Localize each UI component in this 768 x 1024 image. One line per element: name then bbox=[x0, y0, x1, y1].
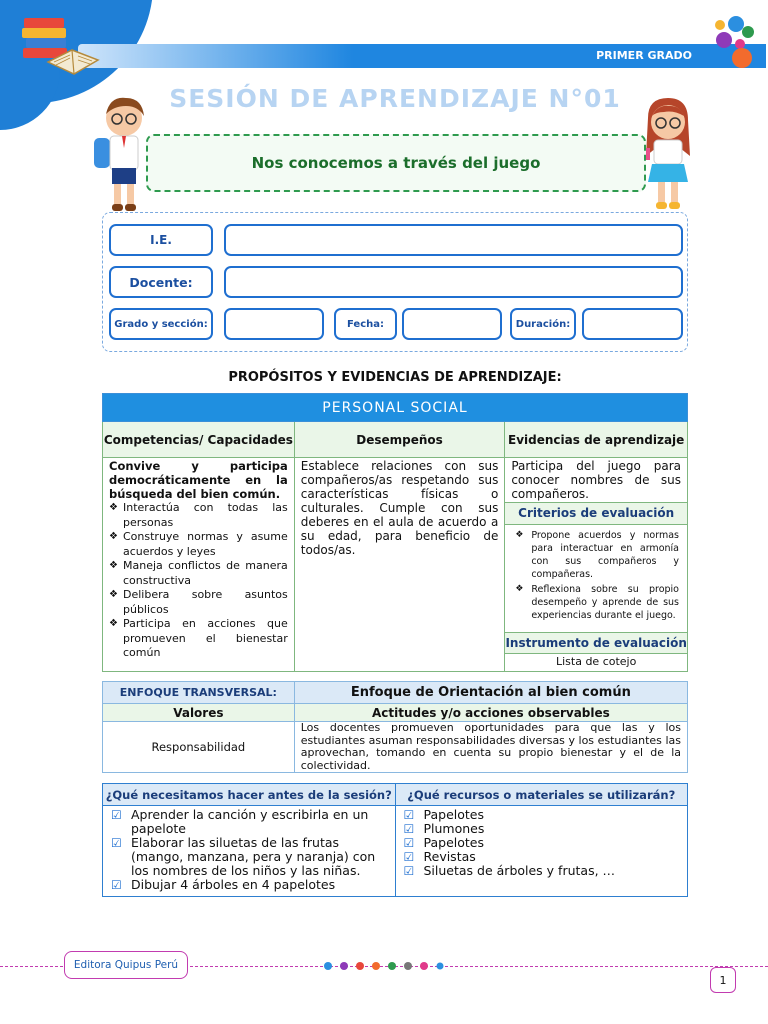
fecha-label: Fecha: bbox=[334, 308, 397, 340]
list-item: ☑ Papelotes bbox=[402, 836, 682, 850]
list-item: ☑ Plumones bbox=[402, 822, 682, 836]
boy-illustration bbox=[92, 92, 152, 214]
materials-cell bbox=[395, 806, 688, 897]
section-heading: PROPÓSITOS Y EVIDENCIAS DE APRENDIZAJE: bbox=[228, 370, 562, 385]
capacidades-list bbox=[103, 501, 294, 661]
list-item: ❖ Propone acuerdos y normas para interactuar en armonía con sus compañeros y compañeras. bbox=[513, 529, 679, 581]
books-icon bbox=[18, 10, 100, 82]
competencia-title: Convive y participa democráticamente en la búsqueda del bien común. bbox=[109, 459, 288, 501]
actitudes-header: Actitudes y/o acciones observables bbox=[294, 704, 687, 722]
list-item: ☑ Dibujar 4 árboles en 4 papelotes bbox=[109, 878, 389, 892]
evidencia-cell bbox=[505, 458, 688, 503]
ie-label: I.E. bbox=[109, 224, 213, 256]
criterios-cell bbox=[505, 524, 688, 632]
criterios-list bbox=[505, 525, 687, 628]
question-before: ¿Qué necesitamos hacer antes de la sesión? bbox=[103, 784, 396, 806]
docente-label: Docente: bbox=[109, 266, 213, 298]
area-header: PERSONAL SOCIAL bbox=[103, 394, 688, 422]
decorative-beads-icon bbox=[322, 958, 444, 974]
desempeno-text: Establece relaciones con sus compañeros/as respetando sus características físicas o culturales. Cumple con sus deberes en el aula de acuerdo a su edad, para beneficio de todos/as. bbox=[300, 459, 499, 557]
list-item: ☑ Revistas bbox=[402, 850, 682, 864]
grado-field[interactable] bbox=[224, 308, 324, 340]
list-item: ❖ Interactúa con todas las personas bbox=[109, 501, 288, 530]
criterios-header: Criterios de evaluación bbox=[505, 503, 688, 525]
list-item: ❖ Participa en acciones que promueven el bienestar común bbox=[109, 617, 288, 661]
list-item: ☑ Papelotes bbox=[402, 808, 682, 822]
competencias-cell bbox=[103, 458, 295, 672]
page-title: SESIÓN DE APRENDIZAJE N°01 bbox=[169, 84, 621, 113]
duracion-label: Duración: bbox=[510, 308, 576, 340]
ie-field[interactable] bbox=[224, 224, 683, 256]
header-evidencias: Evidencias de aprendizaje bbox=[505, 422, 688, 458]
instrumento-value: Lista de cotejo bbox=[505, 654, 688, 672]
list-item: ☑ Aprender la canción y escribirla en un papelote bbox=[109, 808, 389, 836]
fecha-field[interactable] bbox=[402, 308, 502, 340]
grade-label: PRIMER GRADO bbox=[596, 49, 692, 62]
enfoque-label: ENFOQUE TRANSVERSAL: bbox=[103, 682, 295, 704]
colored-dots-icon bbox=[710, 14, 756, 70]
enfoque-value: Enfoque de Orientación al bien común bbox=[294, 682, 687, 704]
docente-field[interactable] bbox=[224, 266, 683, 298]
list-item: ☑ Siluetas de árboles y frutas, … bbox=[402, 864, 682, 878]
grado-label: Grado y sección: bbox=[109, 308, 213, 340]
header-desempenos: Desempeños bbox=[294, 422, 505, 458]
session-subtitle: Nos conocemos a través del juego bbox=[251, 154, 541, 172]
actitud-cell: Los docentes promueven oportunidades para que las y los estudiantes asuman responsabilidades diversas y los estudiantes las aprovechan, tomando en cuenta su propio bienestar y el de la colectividad. bbox=[294, 722, 687, 773]
list-item: ❖ Reflexiona sobre su propio desempeño y aprende de sus experiencias durante el juego. bbox=[513, 583, 679, 622]
before-list bbox=[103, 806, 395, 896]
preparation-table bbox=[102, 783, 688, 897]
valor-cell: Responsabilidad bbox=[103, 722, 295, 773]
evidencia-text: Participa del juego para conocer nombres de sus compañeros. bbox=[511, 459, 681, 501]
list-item: ❖ Delibera sobre asuntos públicos bbox=[109, 588, 288, 617]
instrumento-header: Instrumento de evaluación bbox=[505, 632, 688, 654]
list-item: ❖ Maneja conflictos de manera constructiva bbox=[109, 559, 288, 588]
desempeno-cell bbox=[294, 458, 505, 672]
question-materials: ¿Qué recursos o materiales se utilizarán? bbox=[395, 784, 688, 806]
session-subtitle-box bbox=[146, 134, 646, 192]
enfoque-table bbox=[102, 681, 688, 773]
info-panel bbox=[102, 212, 688, 352]
publisher-badge: Editora Quipus Perú bbox=[64, 951, 188, 979]
before-cell bbox=[103, 806, 396, 897]
header-competencias: Competencias/ Capacidades bbox=[103, 422, 295, 458]
materials-list bbox=[396, 806, 688, 882]
purpose-table bbox=[102, 393, 688, 672]
duracion-field[interactable] bbox=[582, 308, 683, 340]
list-item: ☑ Elaborar las siluetas de las frutas (mango, manzana, pera y naranja) con los nombres de los niños y las niñas. bbox=[109, 836, 389, 878]
list-item: ❖ Construye normas y asume acuerdos y leyes bbox=[109, 530, 288, 559]
page-number: 1 bbox=[710, 967, 736, 993]
valores-header: Valores bbox=[103, 704, 295, 722]
